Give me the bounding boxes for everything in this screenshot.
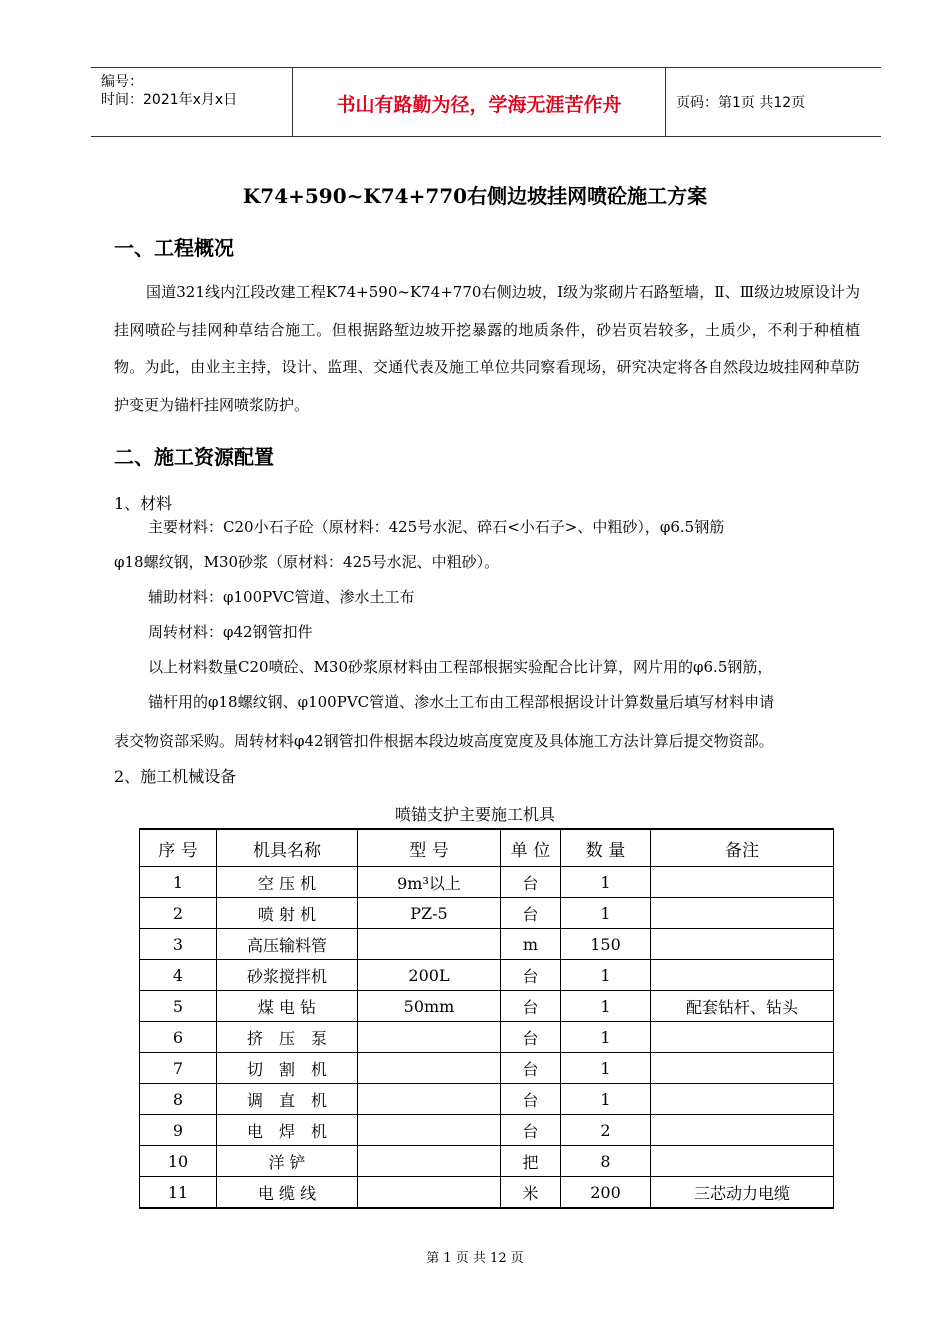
document-header xyxy=(91,67,881,137)
table-row xyxy=(140,1177,834,1209)
cell-note xyxy=(651,1146,834,1177)
table-row xyxy=(140,991,834,1022)
cell-note xyxy=(651,1115,834,1146)
cell-name: 切 割 机 xyxy=(217,1053,358,1084)
table-row xyxy=(140,1084,834,1115)
cell-unit: 把 xyxy=(501,1146,561,1177)
header-unit: 单 位 xyxy=(501,829,561,867)
main-materials-line2: φ18螺纹钢，M30砂浆（原材料：425号水泥、中粗砂）。 xyxy=(114,553,500,571)
cell-model xyxy=(358,1177,501,1209)
cell-no: 7 xyxy=(140,1053,217,1084)
materials-heading: 1、材料 xyxy=(114,494,173,513)
cell-unit: 台 xyxy=(501,867,561,898)
cell-no: 11 xyxy=(140,1177,217,1209)
cell-no: 8 xyxy=(140,1084,217,1115)
cell-unit: 台 xyxy=(501,1022,561,1053)
cell-no: 1 xyxy=(140,867,217,898)
cell-note xyxy=(651,1022,834,1053)
cell-name: 电 缆 线 xyxy=(217,1177,358,1209)
cell-qty: 1 xyxy=(561,1084,651,1115)
cell-note xyxy=(651,898,834,929)
cell-name: 喷 射 机 xyxy=(217,898,358,929)
cell-no: 10 xyxy=(140,1146,217,1177)
cell-note xyxy=(651,867,834,898)
cell-qty: 1 xyxy=(561,867,651,898)
cell-qty: 1 xyxy=(561,991,651,1022)
cell-qty: 1 xyxy=(561,1053,651,1084)
cell-unit: 台 xyxy=(501,1053,561,1084)
cell-name: 高压输料管 xyxy=(217,929,358,960)
header-name: 机具名称 xyxy=(217,829,358,867)
cell-unit: 台 xyxy=(501,1084,561,1115)
cell-note xyxy=(651,1053,834,1084)
table-row xyxy=(140,867,834,898)
table-row xyxy=(140,960,834,991)
page-info: 页码：第1页 共12页 xyxy=(676,95,806,111)
cell-unit: 台 xyxy=(501,1115,561,1146)
cell-unit: m xyxy=(501,929,561,960)
cell-qty: 1 xyxy=(561,1022,651,1053)
header-qty: 数 量 xyxy=(561,829,651,867)
cell-model xyxy=(358,1146,501,1177)
cell-model: 9m³以上 xyxy=(358,867,501,898)
cell-unit: 台 xyxy=(501,898,561,929)
section1-paragraph: 国道321线内江段改建工程K74+590~K74+770右侧边坡，Ⅰ级为浆砌片石路堑墙，Ⅱ、Ⅲ级边坡原设计为挂网喷砼与挂网种草结合施工。但根据路堑边坡开挖暴露的地质条件，砂岩页岩较多，土质少，不利于种植植物。为此，由业主主持，设计、监理、交通代表及施工单位共同察看现场，研究决定将各自然段边坡挂网种草防护变更为锚杆挂网喷浆防护。 xyxy=(114,283,860,414)
cell-name: 调 直 机 xyxy=(217,1084,358,1115)
cell-unit: 台 xyxy=(501,960,561,991)
cell-model xyxy=(358,1084,501,1115)
cell-qty: 8 xyxy=(561,1146,651,1177)
table-row xyxy=(140,1053,834,1084)
cell-name: 空 压 机 xyxy=(217,867,358,898)
table-row xyxy=(140,1115,834,1146)
table-row xyxy=(140,1146,834,1177)
header-note: 备注 xyxy=(651,829,834,867)
cell-model: 50mm xyxy=(358,991,501,1022)
turnover-materials: 周转材料：φ42钢管扣件 xyxy=(148,623,313,641)
cell-name: 电 焊 机 xyxy=(217,1115,358,1146)
cell-name: 挤 压 泵 xyxy=(217,1022,358,1053)
cell-note xyxy=(651,929,834,960)
table-row xyxy=(140,1022,834,1053)
header-motto-cell xyxy=(293,68,666,136)
cell-qty: 1 xyxy=(561,898,651,929)
header-page-cell xyxy=(666,68,881,136)
cell-qty: 200 xyxy=(561,1177,651,1209)
cell-unit: 台 xyxy=(501,991,561,1022)
materials-note-line3: 表交物资部采购。周转材料φ42钢管扣件根据本段边坡高度宽度及具体施工方法计算后提交物资部。 xyxy=(114,732,774,750)
materials-note-line2: 锚杆用的φ18螺纹钢、φ100PVC管道、渗水土工布由工程部根据设计计算数量后填写材料申请 xyxy=(148,693,775,711)
aux-materials: 辅助材料：φ100PVC管道、渗水土工布 xyxy=(148,588,415,606)
section1-heading: 一、工程概况 xyxy=(114,236,234,260)
cell-no: 9 xyxy=(140,1115,217,1146)
serial-label: 编号： xyxy=(101,74,143,90)
materials-note-line1: 以上材料数量C20喷砼、M30砂浆原材料由工程部根据实验配合比计算，网片用的φ6.5钢筋， xyxy=(148,658,773,676)
cell-no: 5 xyxy=(140,991,217,1022)
table-row xyxy=(140,929,834,960)
header-model: 型 号 xyxy=(358,829,501,867)
machinery-heading: 2、施工机械设备 xyxy=(114,767,237,786)
cell-model xyxy=(358,1115,501,1146)
cell-qty: 2 xyxy=(561,1115,651,1146)
equipment-table xyxy=(139,828,834,1209)
cell-no: 4 xyxy=(140,960,217,991)
cell-model: PZ-5 xyxy=(358,898,501,929)
cell-qty: 150 xyxy=(561,929,651,960)
section2-heading: 二、施工资源配置 xyxy=(114,445,274,469)
cell-model: 200L xyxy=(358,960,501,991)
cell-note: 配套钻杆、钻头 xyxy=(651,991,834,1022)
page-footer: 第 1 页 共 12 页 xyxy=(426,1251,524,1266)
time-label: 时间：2021年x月x日 xyxy=(101,92,238,108)
cell-name: 煤 电 钻 xyxy=(217,991,358,1022)
cell-model xyxy=(358,1053,501,1084)
cell-qty: 1 xyxy=(561,960,651,991)
header-no: 序 号 xyxy=(140,829,217,867)
header-meta-cell xyxy=(91,68,293,136)
cell-no: 2 xyxy=(140,898,217,929)
cell-model xyxy=(358,1022,501,1053)
cell-name: 砂浆搅拌机 xyxy=(217,960,358,991)
cell-name: 洋 铲 xyxy=(217,1146,358,1177)
cell-note xyxy=(651,960,834,991)
cell-no: 3 xyxy=(140,929,217,960)
cell-model xyxy=(358,929,501,960)
table-row xyxy=(140,898,834,929)
document-title: K74+590~K74+770右侧边坡挂网喷砼施工方案 xyxy=(242,184,708,208)
cell-note: 三芯动力电缆 xyxy=(651,1177,834,1209)
motto: 书山有路勤为径，学海无涯苦作舟 xyxy=(336,94,622,116)
table-header-row xyxy=(140,829,834,867)
cell-no: 6 xyxy=(140,1022,217,1053)
cell-note xyxy=(651,1084,834,1115)
table-caption: 喷锚支护主要施工机具 xyxy=(394,805,555,824)
main-materials-line1: 主要材料：C20小石子砼（原材料：425号水泥、碎石<小石子>、中粗砂），φ6.5钢筋 xyxy=(148,518,725,536)
cell-unit: 米 xyxy=(501,1177,561,1209)
